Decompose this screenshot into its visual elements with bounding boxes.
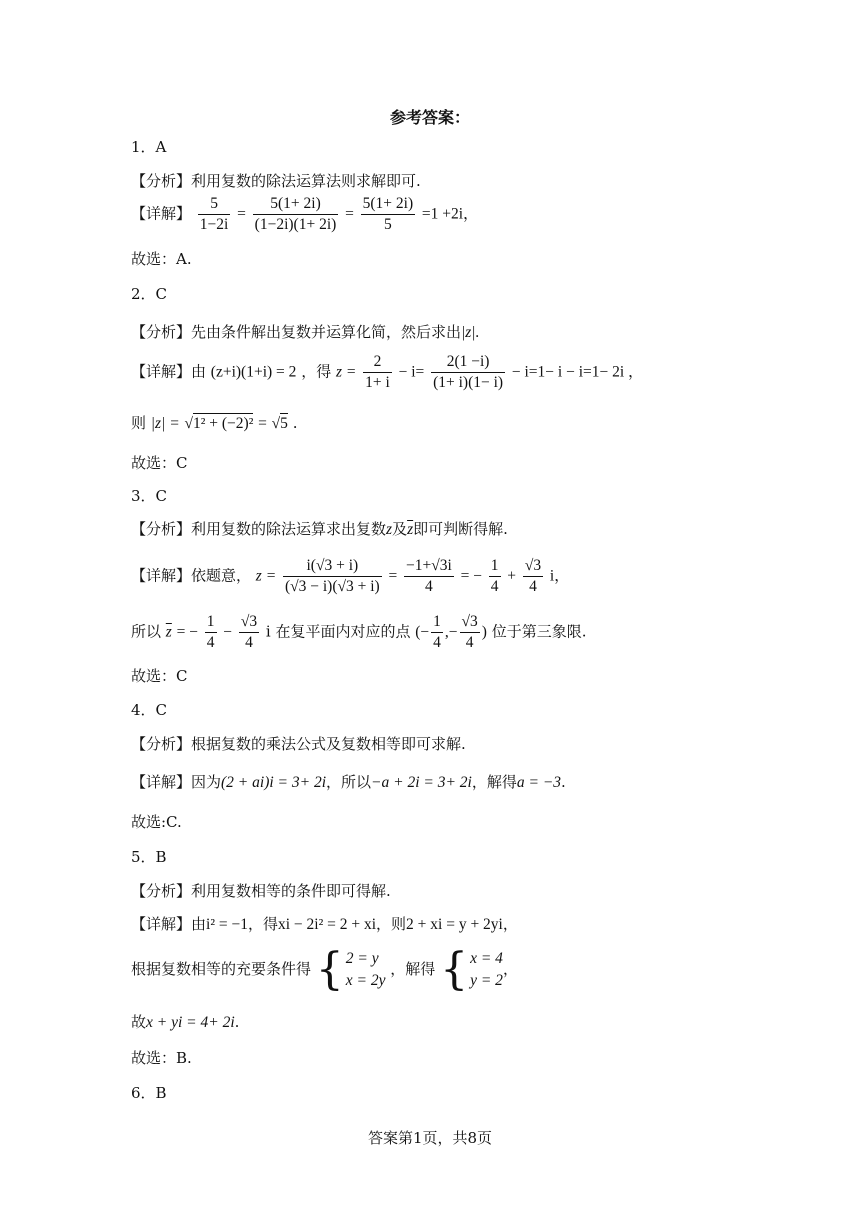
q2-modulus: 则 |z| = √1² + (−2)² = √5 . bbox=[131, 414, 298, 432]
q3-choice: 故选：C bbox=[131, 667, 188, 685]
q2-number: 2．C bbox=[131, 285, 168, 303]
q5-system-1: 2 = y x = 2y bbox=[345, 950, 386, 989]
q2-sqrt: 1² + (−2)² bbox=[192, 415, 254, 432]
q5-number: 5．B bbox=[131, 848, 167, 866]
brace-2: { bbox=[440, 944, 469, 995]
q3-fraction-4: $\frac{√3}{4}$ bbox=[524, 557, 542, 595]
q1-detail-label: 【详解】 bbox=[131, 204, 192, 223]
q3-fraction-8: $\frac{√3}{4}$ bbox=[461, 613, 478, 651]
q5-system-2: x = 4 y = 2 bbox=[470, 950, 503, 989]
q4-number: 4．C bbox=[131, 701, 168, 719]
q4-choice: 故选:C. bbox=[131, 813, 182, 831]
q2-equation-1: (z+i)(1+i) = 2 bbox=[210, 363, 297, 381]
q1-number: 1．A bbox=[131, 138, 167, 156]
q1-fraction-2: $\frac{5(1+ 2i)}{(1-2i)(1+ 2i)}$ bbox=[254, 195, 337, 233]
q3-fraction-5: $\frac{1}{4}$ bbox=[206, 613, 215, 651]
q2-choice: 故选：C bbox=[131, 454, 188, 472]
q5-choice: 故选：B. bbox=[131, 1049, 192, 1067]
page-footer: 答案第1页，共8页 bbox=[367, 1129, 493, 1147]
q2-analysis: 【分析】先由条件解出复数并运算化简，然后求出|z|. bbox=[131, 323, 480, 341]
q3-detail: 【详解】依题意， z = $\frac{i(√3 + i)}{(√3 - i)(√3 + i)}$ = $\frac{-1+√3i}{4}$ = − $\frac{1}{4}$ + $\frac{√3}{4}$ i， bbox=[131, 557, 570, 595]
q3-fraction-1: $\frac{i(√3 + i)}{(√3 - i)(√3 + i)}$ bbox=[284, 557, 380, 595]
q1-result: =1 +2i， bbox=[421, 205, 479, 223]
q4-detail: 【详解】因为(2 + ai)i = 3+ 2i，所以−a + 2i = 3+ 2i，解得a = −3. bbox=[131, 773, 566, 791]
q3-fraction-7: $\frac{1}{4}$ bbox=[433, 613, 441, 651]
q3-fraction-3: $\frac{1}{4}$ bbox=[490, 557, 499, 595]
q1-fraction-1: $\frac{5}{1-2i}$ bbox=[199, 195, 229, 233]
q2-fraction-1: $\frac{2}{1+ i}$ bbox=[365, 353, 390, 391]
q3-number: 3．C bbox=[131, 487, 168, 505]
q3-fraction-2: $\frac{-1+√3i}{4}$ bbox=[406, 557, 452, 595]
q1-detail: 【详解】 $\frac{5}{1-2i}$ = $\frac{5(1+ 2i)}{(1-2i)(1+ 2i)}$ = $\frac{5(1+ 2i)}{5}$ =1 +2i， bbox=[131, 195, 479, 233]
q2-fraction-2: $\frac{2(1 -i)}{(1+ i)(1- i)}$ bbox=[433, 353, 504, 391]
q1-analysis: 【分析】利用复数的除法运算法则求解即可. bbox=[131, 172, 421, 190]
q1-choice: 故选：A. bbox=[131, 250, 192, 268]
q6-number: 6．B bbox=[131, 1084, 167, 1102]
q3-fraction-6: $\frac{√3}{4}$ bbox=[240, 613, 258, 651]
q2-detail: 【详解】由 (z+i)(1+i) = 2 ，得 z = $\frac{2}{1+ i}$ − i= $\frac{2(1 -i)}{(1+ i)(1- i)}$ − i=1− i − i=1− 2i ， bbox=[131, 353, 644, 391]
q4-analysis: 【分析】根据复数的乘法公式及复数相等即可求解. bbox=[131, 735, 466, 753]
q2-abs-z: |z|. bbox=[461, 324, 480, 341]
q1-fraction-3: $\frac{5(1+ 2i)}{5}$ bbox=[362, 195, 414, 233]
page-title: 参考答案： bbox=[389, 108, 470, 127]
q3-conjugate: 所以 $\overline{z}$ = − $\frac{1}{4}$ − $\frac{√3}{4}$ i 在复平面内对应的点 (− $\frac{1}{4}$ ,− $\frac{√3}{4}$ ) 位于第三象限. bbox=[131, 613, 587, 651]
q5-detail: 【详解】由i² = −1，得xi − 2i² = 2 + xi，则2 + xi = y + 2yi， bbox=[131, 915, 518, 933]
brace-1: { bbox=[315, 944, 344, 995]
q5-conclusion: 故x + yi = 4+ 2i. bbox=[131, 1013, 240, 1031]
q3-analysis: 【分析】利用复数的除法运算求出复数z及$\overline{z}$即可判断得解. bbox=[131, 520, 508, 538]
q5-analysis: 【分析】利用复数相等的条件即可得解. bbox=[131, 882, 391, 900]
q5-conditions: 根据复数相等的充要条件得 { 2 = y x = 2y ，解得 { x = 4 y = 2 ， bbox=[131, 944, 518, 995]
